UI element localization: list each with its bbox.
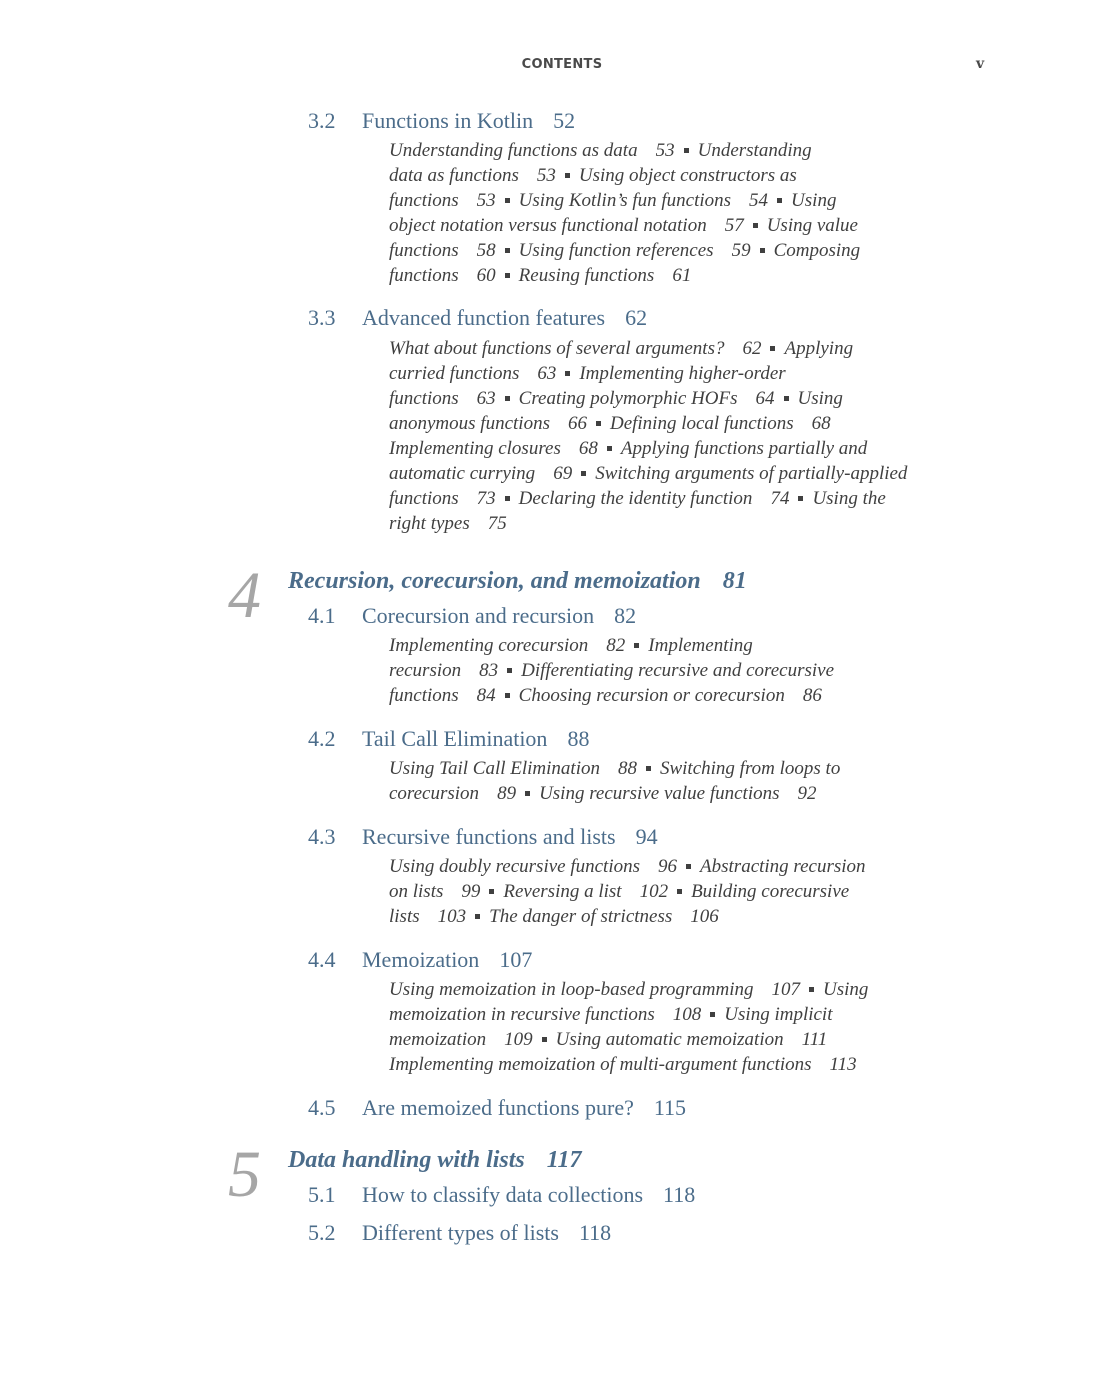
subsection-entry-text[interactable]: Understanding: [697, 140, 812, 161]
subsection-line: [389, 879, 949, 904]
subsection-entry-page: 108: [672, 1004, 702, 1025]
section-page: 115: [653, 1095, 687, 1120]
subsection-entry-text[interactable]: Switching from loops to: [659, 758, 841, 779]
subsection-entry-page: 59: [731, 240, 751, 261]
square-bullet-icon: [565, 173, 570, 178]
subsection-entry-text[interactable]: Applying functions partially and: [620, 438, 868, 459]
subsection-entry-text[interactable]: The danger of strictness: [489, 906, 673, 927]
subsection-entry-text[interactable]: functions: [389, 388, 459, 409]
subsection-entry-text[interactable]: curried functions: [389, 363, 520, 384]
subsection-entry-text[interactable]: Applying: [784, 338, 854, 359]
subsection-entry-text[interactable]: memoization in recursive functions: [389, 1004, 655, 1025]
subsection-entry-page: 82: [606, 635, 626, 656]
square-bullet-icon: [753, 223, 758, 228]
subsection-entry-page: 103: [437, 906, 467, 927]
subsection-entry-page: 62: [742, 338, 762, 359]
subsection-entry-page: 107: [771, 979, 801, 1000]
section-number: 3.3: [308, 305, 336, 330]
subsection-line: [389, 658, 949, 683]
section-page: 52: [553, 108, 576, 133]
square-bullet-icon: [525, 791, 530, 796]
subsection-entry-text[interactable]: functions: [389, 240, 459, 261]
subsection-entry-text[interactable]: Using: [797, 388, 843, 409]
square-bullet-icon: [809, 987, 814, 992]
toc-chapter-4[interactable]: [288, 567, 747, 595]
toc-section-4-5[interactable]: [308, 1095, 686, 1121]
section-page: 62: [625, 305, 648, 330]
chapter-title: Recursion, corecursion, and memoization: [288, 568, 701, 594]
toc-section-5-1[interactable]: [308, 1182, 695, 1208]
square-bullet-icon: [607, 446, 612, 451]
square-bullet-icon: [634, 643, 639, 648]
subsection-entry-text[interactable]: Implementing corecursion: [389, 635, 589, 656]
subsection-line: [389, 436, 949, 461]
subsection-line: [389, 977, 949, 1002]
subsection-entry-text[interactable]: Using memoization in loop-based programming: [389, 979, 754, 1000]
chapter-number: 4: [228, 559, 261, 632]
square-bullet-icon: [542, 1037, 547, 1042]
subsection-entry-page: 109: [504, 1029, 533, 1050]
subsection-list: [389, 756, 949, 806]
subsection-line: [389, 904, 949, 929]
subsection-entry-text[interactable]: Creating polymorphic HOFs: [518, 388, 738, 409]
subsection-entry-page: 96: [658, 856, 678, 877]
subsection-entry-text[interactable]: Using: [823, 979, 869, 1000]
subsection-entry-text[interactable]: Using implicit: [724, 1004, 833, 1025]
toc-section-4-1[interactable]: [308, 603, 636, 629]
section-title: How to classify data collections: [362, 1182, 644, 1207]
subsection-line: [389, 486, 949, 511]
subsection-entry-text[interactable]: Implementing higher-order: [579, 363, 786, 384]
subsection-entry-text[interactable]: functions: [389, 488, 459, 509]
subsection-entry-text[interactable]: on lists: [389, 881, 444, 902]
square-bullet-icon: [507, 668, 512, 673]
subsection-entry-text[interactable]: Reusing functions: [518, 265, 655, 286]
chapter-page: 117: [546, 1147, 582, 1173]
subsection-entry-page: 53: [536, 165, 556, 186]
subsection-entry-text[interactable]: Implementing closures: [389, 438, 561, 459]
subsection-line: [389, 854, 949, 879]
subsection-entry-text[interactable]: functions: [389, 265, 459, 286]
subsection-entry-page: 60: [476, 265, 496, 286]
toc-section-5-2[interactable]: [308, 1220, 611, 1246]
subsection-line: [389, 756, 949, 781]
section-number: 5.1: [308, 1182, 336, 1207]
section-number: 4.1: [308, 603, 336, 628]
subsection-entry-text[interactable]: Using Tail Call Elimination: [389, 758, 600, 779]
section-page: 82: [614, 603, 637, 628]
section-number: 4.4: [308, 947, 336, 972]
subsection-entry-text[interactable]: Using the: [812, 488, 886, 509]
subsection-line: [389, 163, 949, 188]
subsection-entry-page: 106: [690, 906, 719, 927]
subsection-entry-page: 73: [476, 488, 496, 509]
section-title: Recursive functions and lists: [362, 824, 616, 849]
square-bullet-icon: [505, 198, 510, 203]
subsection-entry-text[interactable]: memoization: [389, 1029, 487, 1050]
subsection-line: [389, 336, 949, 361]
subsection-entry-text[interactable]: Using object constructors as: [578, 165, 797, 186]
subsection-entry-text[interactable]: Switching arguments of partially-applied: [595, 463, 908, 484]
subsection-list: [389, 633, 949, 708]
section-page: 118: [663, 1182, 696, 1207]
subsection-entry-page: 58: [476, 240, 496, 261]
section-title: Memoization: [362, 947, 480, 972]
square-bullet-icon: [686, 864, 691, 869]
square-bullet-icon: [505, 273, 510, 278]
square-bullet-icon: [475, 914, 480, 919]
section-number: 5.2: [308, 1220, 336, 1245]
subsection-entry-text[interactable]: Implementing: [648, 635, 753, 656]
subsection-entry-page: 74: [770, 488, 790, 509]
section-title: Different types of lists: [362, 1220, 559, 1245]
toc-section-4-4[interactable]: [308, 947, 532, 973]
section-number: 4.3: [308, 824, 336, 849]
subsection-entry-text[interactable]: Using: [791, 190, 837, 211]
subsection-line: [389, 263, 949, 288]
subsection-entry-text[interactable]: anonymous functions: [389, 413, 550, 434]
subsection-line: [389, 1002, 949, 1027]
square-bullet-icon: [770, 346, 775, 351]
section-number: 4.5: [308, 1095, 336, 1120]
subsection-entry-text[interactable]: right types: [389, 513, 470, 534]
subsection-line: [389, 683, 949, 708]
square-bullet-icon: [505, 496, 510, 501]
square-bullet-icon: [684, 148, 689, 153]
subsection-entry-page: 63: [476, 388, 496, 409]
subsection-entry-page: 99: [461, 881, 481, 902]
subsection-entry-text[interactable]: Using function references: [518, 240, 714, 261]
subsection-entry-text[interactable]: lists: [389, 906, 420, 927]
chapter-title: Data handling with lists: [288, 1147, 525, 1173]
square-bullet-icon: [565, 371, 570, 376]
square-bullet-icon: [777, 198, 782, 203]
subsection-entry-page: 53: [655, 140, 675, 161]
subsection-entry-text[interactable]: Defining local functions: [609, 413, 794, 434]
subsection-entry-page: 63: [537, 363, 557, 384]
subsection-entry-text[interactable]: object notation versus functional notation: [389, 215, 707, 236]
subsection-line: [389, 411, 949, 436]
running-head: [0, 57, 1106, 75]
subsection-entry-page: 86: [802, 685, 822, 706]
subsection-entry-page: 111: [801, 1029, 828, 1050]
subsection-entry-page: 57: [724, 215, 744, 236]
subsection-entry-text[interactable]: data as functions: [389, 165, 519, 186]
square-bullet-icon: [784, 396, 789, 401]
section-page: 94: [635, 824, 658, 849]
page-number: v: [976, 56, 985, 72]
toc-section-4-2[interactable]: [308, 726, 589, 752]
subsection-entry-page: 68: [811, 413, 831, 434]
subsection-entry-text[interactable]: Composing: [773, 240, 861, 261]
subsection-entry-page: 84: [476, 685, 496, 706]
subsection-entry-text[interactable]: Abstracting recursion: [700, 856, 866, 877]
subsection-entry-text[interactable]: corecursion: [389, 783, 480, 804]
square-bullet-icon: [505, 248, 510, 253]
square-bullet-icon: [505, 693, 510, 698]
subsection-entry-text[interactable]: Declaring the identity function: [518, 488, 753, 509]
subsection-entry-text[interactable]: Building corecursive: [691, 881, 850, 902]
subsection-entry-text[interactable]: automatic currying: [389, 463, 536, 484]
subsection-line: [389, 511, 949, 536]
subsection-entry-page: 102: [639, 881, 669, 902]
square-bullet-icon: [505, 396, 510, 401]
subsection-entry-text[interactable]: functions: [389, 685, 459, 706]
subsection-list: [389, 336, 949, 536]
chapter-number: 5: [228, 1138, 261, 1211]
subsection-line: [389, 461, 949, 486]
subsection-entry-text[interactable]: Reversing a list: [503, 881, 622, 902]
subsection-entry-text[interactable]: Using Kotlin’s fun functions: [518, 190, 732, 211]
section-page: 107: [499, 947, 533, 972]
subsection-entry-page: 113: [829, 1054, 857, 1075]
subsection-line: [389, 633, 949, 658]
section-title: Advanced function features: [362, 305, 606, 330]
subsection-entry-page: 64: [755, 388, 775, 409]
subsection-entry-page: 92: [797, 783, 817, 804]
subsection-entry-text[interactable]: functions: [389, 190, 459, 211]
subsection-entry-page: 83: [479, 660, 499, 681]
toc-section-4-3[interactable]: [308, 824, 658, 850]
subsection-line: [389, 138, 949, 163]
chapter-page: 81: [722, 568, 747, 594]
subsection-entry-text[interactable]: Implementing memoization of multi-argument functions: [389, 1054, 812, 1075]
subsection-entry-page: 89: [497, 783, 517, 804]
section-title: Corecursion and recursion: [362, 603, 595, 628]
subsection-entry-text[interactable]: Using automatic memoization: [555, 1029, 784, 1050]
subsection-entry-page: 75: [487, 513, 507, 534]
toc-section-3-3[interactable]: [308, 305, 647, 331]
subsection-entry-text[interactable]: Using value: [766, 215, 858, 236]
subsection-entry-page: 68: [578, 438, 598, 459]
square-bullet-icon: [489, 889, 494, 894]
subsection-entry-text[interactable]: Understanding functions as data: [389, 140, 638, 161]
subsection-entry-page: 54: [749, 190, 769, 211]
subsection-entry-page: 61: [672, 265, 692, 286]
subsection-entry-text[interactable]: Using recursive value functions: [539, 783, 780, 804]
subsection-list: [389, 138, 949, 288]
subsection-line: [389, 213, 949, 238]
section-number: 3.2: [308, 108, 336, 133]
square-bullet-icon: [596, 421, 601, 426]
subsection-line: [389, 1027, 949, 1052]
subsection-line: [389, 781, 949, 806]
section-title: Functions in Kotlin: [362, 108, 534, 133]
subsection-entry-text[interactable]: Using doubly recursive functions: [389, 856, 641, 877]
square-bullet-icon: [646, 766, 651, 771]
square-bullet-icon: [710, 1012, 715, 1017]
subsection-line: [389, 386, 949, 411]
toc-chapter-5[interactable]: [288, 1146, 581, 1174]
subsection-line: [389, 361, 949, 386]
subsection-entry-page: 69: [553, 463, 573, 484]
section-title: Are memoized functions pure?: [362, 1095, 634, 1120]
section-page: 88: [567, 726, 590, 751]
subsection-entry-page: 88: [617, 758, 637, 779]
square-bullet-icon: [677, 889, 682, 894]
subsection-entry-page: 66: [567, 413, 587, 434]
subsection-line: [389, 238, 949, 263]
subsection-line: [389, 188, 949, 213]
square-bullet-icon: [581, 471, 586, 476]
subsection-entry-page: 53: [476, 190, 496, 211]
subsection-entry-text[interactable]: Differentiating recursive and corecursive: [521, 660, 835, 681]
subsection-line: [389, 1052, 949, 1077]
subsection-entry-text[interactable]: What about functions of several arguments?: [389, 338, 725, 359]
subsection-entry-text[interactable]: Choosing recursion or corecursion: [518, 685, 785, 706]
running-title: CONTENTS: [521, 57, 603, 72]
square-bullet-icon: [760, 248, 765, 253]
subsection-list: [389, 854, 949, 929]
section-number: 4.2: [308, 726, 336, 751]
toc-section-3-2[interactable]: [308, 108, 575, 134]
square-bullet-icon: [798, 496, 803, 501]
subsection-list: [389, 977, 949, 1077]
section-page: 118: [578, 1220, 612, 1245]
subsection-entry-text[interactable]: recursion: [389, 660, 462, 681]
section-title: Tail Call Elimination: [362, 726, 548, 751]
